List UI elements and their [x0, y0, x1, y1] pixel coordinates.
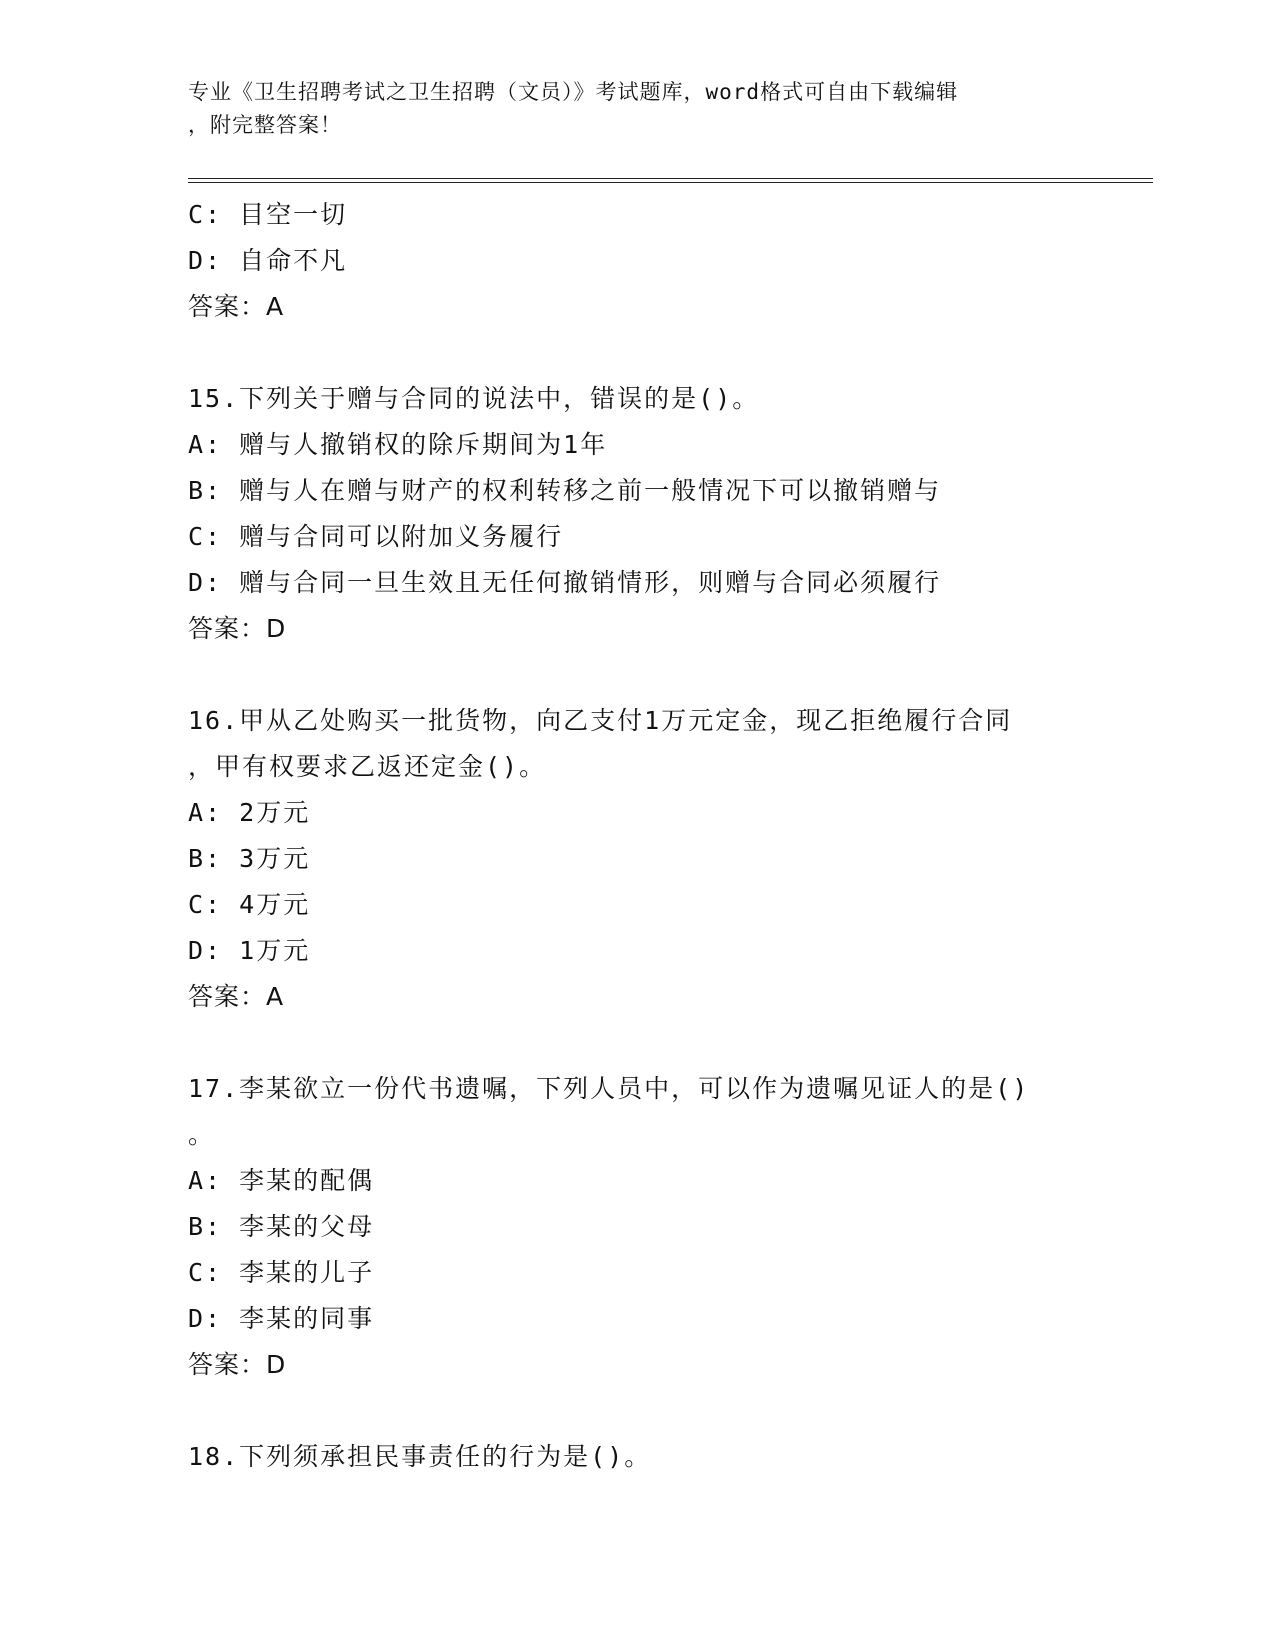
question-16 — [188, 698, 1088, 1020]
option-d: D: 赠与合同一旦生效且无任何撤销情形，则赠与合同必须履行 — [188, 568, 942, 597]
option-a: A: 赠与人撤销权的除斥期间为1年 — [188, 430, 608, 459]
header-line-2: ，附完整答案！ — [188, 113, 342, 137]
option-c: C: 4万元 — [188, 890, 311, 919]
answer: 答案：D — [188, 614, 287, 643]
option-c: C: 李某的儿子 — [188, 1258, 375, 1287]
question-stem: 16.甲从乙处购买一批货物，向乙支付1万元定金，现乙拒绝履行合同 — [188, 706, 1013, 735]
prev-answer: 答案：A — [188, 292, 285, 321]
answer: 答案：D — [188, 1350, 287, 1379]
question-stem-continued: 。 — [188, 1120, 216, 1149]
header-divider-bottom — [188, 182, 1153, 183]
option-a: A: 2万元 — [188, 798, 311, 827]
question-stem: 17.李某欲立一份代书遗嘱，下列人员中，可以作为遗嘱见证人的是() — [188, 1074, 1030, 1103]
question-18 — [188, 1434, 1088, 1480]
header-line-1: 专业《卫生招聘考试之卫生招聘（文员）》考试题库，word格式可自由下载编辑 — [188, 80, 959, 104]
prev-option-c: C: 目空一切 — [188, 200, 348, 229]
question-15 — [188, 376, 1088, 652]
document-header — [188, 76, 1068, 142]
header-divider-top — [188, 178, 1153, 179]
option-b: B: 赠与人在赠与财产的权利转移之前一般情况下可以撤销赠与 — [188, 476, 942, 505]
question-stem: 18.下列须承担民事责任的行为是()。 — [188, 1442, 652, 1471]
prev-option-d: D: 自命不凡 — [188, 246, 348, 275]
option-b: B: 李某的父母 — [188, 1212, 375, 1241]
question-content — [188, 192, 1088, 1480]
option-c: C: 赠与合同可以附加义务履行 — [188, 522, 564, 551]
option-b: B: 3万元 — [188, 844, 311, 873]
option-d: D: 1万元 — [188, 936, 311, 965]
option-d: D: 李某的同事 — [188, 1304, 375, 1333]
question-stem: 15.下列关于赠与合同的说法中，错误的是()。 — [188, 384, 760, 413]
answer: 答案：A — [188, 982, 285, 1011]
question-stem-continued: ，甲有权要求乙返还定金()。 — [188, 752, 547, 781]
question-17 — [188, 1066, 1088, 1388]
option-a: A: 李某的配偶 — [188, 1166, 375, 1195]
